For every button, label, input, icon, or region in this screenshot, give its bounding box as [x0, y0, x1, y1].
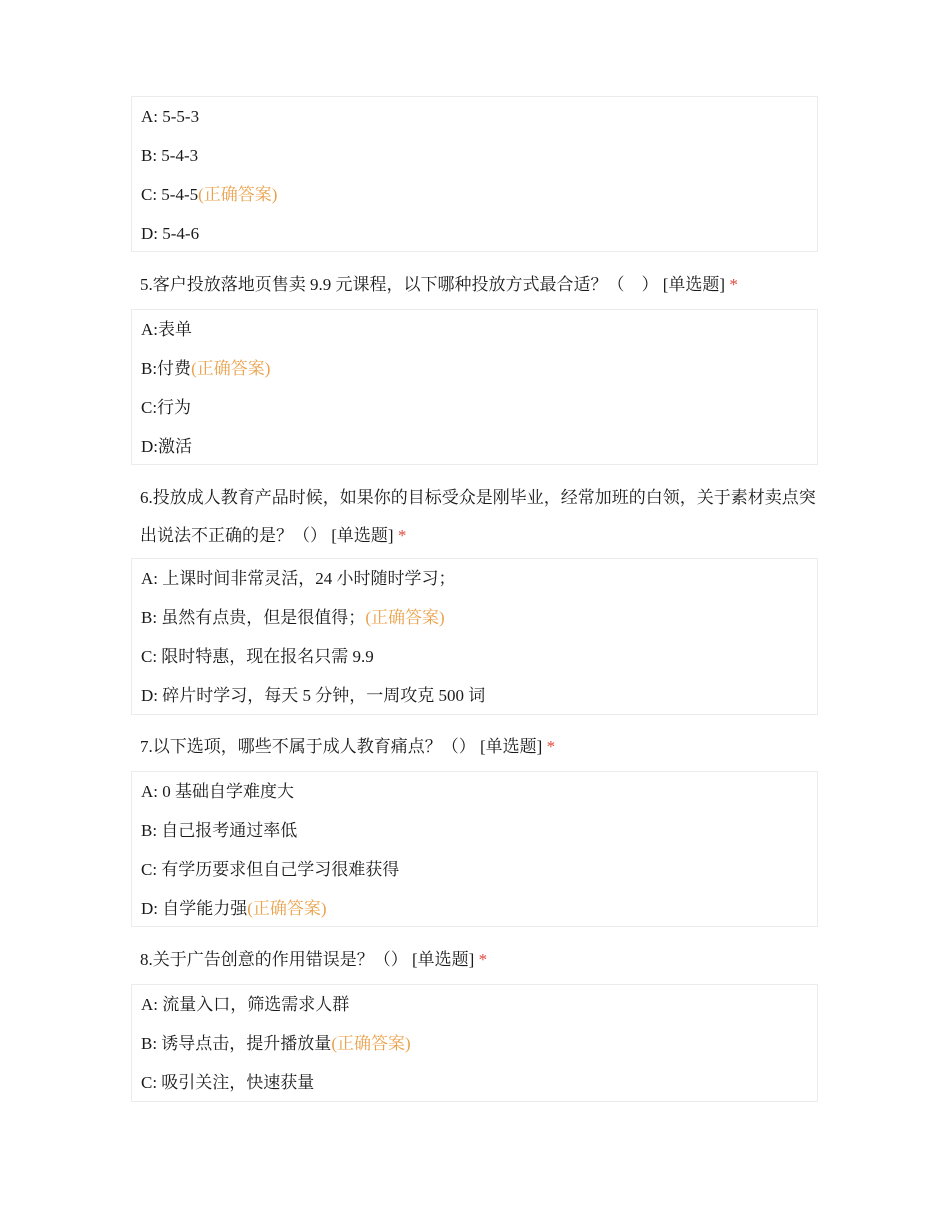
option-a: A: 流量入口，筛选需求人群: [141, 995, 350, 1014]
option-a: A:表单: [141, 320, 192, 339]
option-c: C: 5-4-5(正确答案): [141, 185, 278, 204]
option-a: A: 0 基础自学难度大: [141, 782, 294, 801]
options-box-q4: [131, 96, 818, 252]
required-mark: *: [546, 737, 556, 756]
question-text: 6.投放成人教育产品时候，如果你的目标受众是刚毕业，经常加班的白领，关于素材卖点突出说法不正确的是？（）: [140, 488, 816, 545]
options-box-q7: [131, 771, 818, 927]
option-a: A: 5-5-3: [141, 107, 200, 126]
option-c: C: 限时特惠，现在报名只需 9.9: [141, 647, 374, 666]
option-c: C: 有学历要求但自己学习很难获得: [141, 860, 400, 879]
option-b: B: 自己报考通过率低: [141, 821, 298, 840]
question-type: [单选题]: [480, 737, 543, 756]
question-8: [140, 941, 820, 979]
question-text: 7.以下选项，哪些不属于成人教育痛点？（）: [140, 737, 476, 756]
question-type: [单选题]: [331, 526, 394, 545]
question-type: [单选题]: [662, 275, 726, 294]
correct-answer-mark: (正确答案): [365, 608, 445, 627]
correct-answer-mark: (正确答案): [247, 899, 327, 918]
option-d: D:激活: [141, 437, 192, 456]
options-box-q5: [131, 309, 818, 465]
required-mark: *: [478, 950, 488, 969]
correct-answer-mark: (正确答案): [198, 185, 278, 204]
question-6: [140, 479, 820, 555]
options-box-q6: [131, 558, 818, 715]
correct-answer-mark: (正确答案): [191, 359, 271, 378]
required-mark: *: [729, 275, 738, 294]
option-b: B: 5-4-3: [141, 146, 199, 165]
option-a: A: 上课时间非常灵活，24 小时随时学习；: [141, 569, 456, 588]
option-b: B: 虽然有点贵，但是很值得；(正确答案): [141, 608, 445, 627]
question-text: 5.客户投放落地页售卖 9.9 元课程，以下哪种投放方式最合适？（ ）: [140, 275, 659, 294]
option-b: B: 诱导点击，提升播放量(正确答案): [141, 1034, 411, 1053]
question-7: [140, 728, 820, 766]
option-d: D: 5-4-6: [141, 224, 200, 243]
option-d: D: 碎片时学习，每天 5 分钟，一周攻克 500 词: [141, 686, 486, 705]
question-5: [140, 266, 820, 304]
options-box-q8: [131, 984, 818, 1102]
option-c: C:行为: [141, 398, 192, 417]
option-d: D: 自学能力强(正确答案): [141, 899, 327, 918]
correct-answer-mark: (正确答案): [331, 1034, 411, 1053]
question-text: 8.关于广告创意的作用错误是？（）: [140, 950, 408, 969]
question-type: [单选题]: [412, 950, 475, 969]
option-b: B:付费(正确答案): [141, 359, 271, 378]
option-c: C: 吸引关注，快速获量: [141, 1073, 315, 1092]
required-mark: *: [397, 526, 407, 545]
